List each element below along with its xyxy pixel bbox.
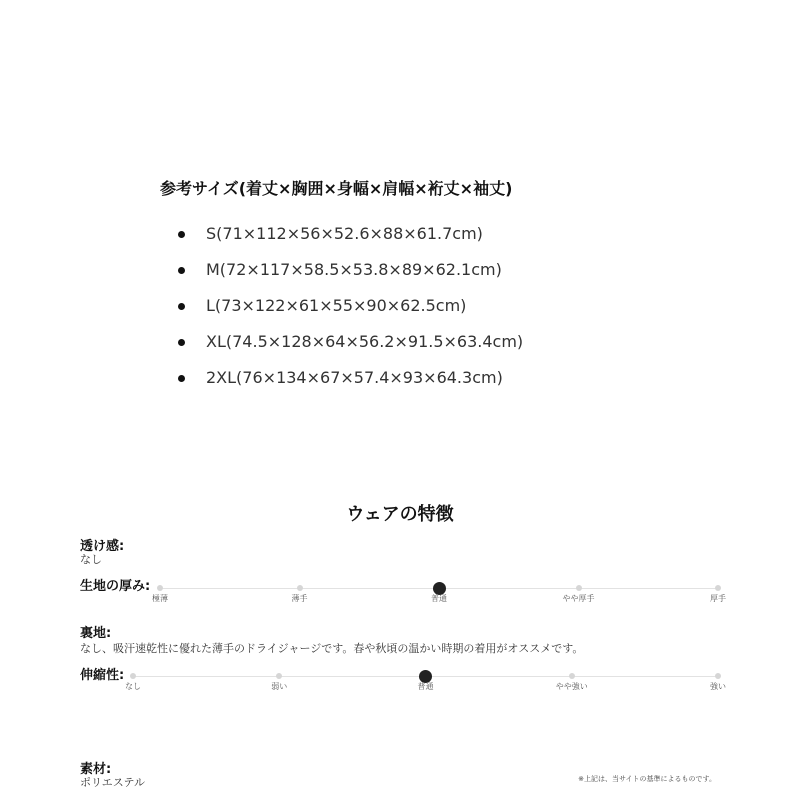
- transparency-value: なし: [80, 553, 102, 566]
- bullet-icon: [178, 231, 185, 238]
- stretch-tick-label: やや強い: [555, 682, 588, 691]
- stretch-tick-label: 普通: [417, 682, 434, 691]
- size-item-2xl: [178, 364, 523, 400]
- thickness-tick-label: やや厚手: [562, 594, 595, 603]
- size-item-xl: [178, 328, 523, 364]
- stretch-tick-label: 弱い: [271, 682, 288, 691]
- thickness-tick-label: 薄手: [291, 594, 308, 603]
- size-reference-heading: 参考サイズ(着丈×胸囲×身幅×肩幅×裄丈×袖丈): [160, 179, 513, 198]
- size-item-s: [178, 220, 523, 256]
- bullet-icon: [178, 267, 185, 274]
- thickness-tick-label: 厚手: [710, 594, 726, 603]
- thickness-tick: [297, 585, 303, 591]
- size-item-text: S(71×112×56×52.6×88×61.7cm): [206, 224, 483, 243]
- material-label: 素材:: [80, 762, 112, 777]
- thickness-tick: [576, 585, 582, 591]
- stretch-tick: [276, 673, 282, 679]
- stretch-tick-label: なし: [125, 682, 141, 691]
- size-list: [178, 220, 523, 400]
- material-value: ポリエステル: [80, 776, 146, 789]
- thickness-tick-label: 普通: [431, 594, 447, 603]
- thickness-tick-label: 極薄: [152, 594, 168, 603]
- size-item-text: 2XL(76×134×67×57.4×93×64.3cm): [206, 368, 503, 387]
- lining-value: なし、吸汗速乾性に優れた薄手のドライジャージです。春や秋頃の温かい時期の着用がオススメです。: [80, 642, 584, 655]
- stretch-tick-label: 強い: [710, 682, 726, 691]
- features-title: ウェアの特徴: [346, 504, 454, 525]
- bullet-icon: [178, 375, 185, 382]
- thickness-label: 生地の厚み:: [80, 579, 151, 594]
- stretch-tick: [569, 673, 575, 679]
- thickness-tick: [715, 585, 721, 591]
- size-item-text: M(72×117×58.5×53.8×89×62.1cm): [206, 260, 502, 279]
- lining-label: 裏地:: [80, 626, 112, 641]
- size-item-text: XL(74.5×128×64×56.2×91.5×63.4cm): [206, 332, 524, 351]
- stretch-tick: [130, 673, 136, 679]
- thickness-tick: [157, 585, 163, 591]
- bullet-icon: [178, 303, 185, 310]
- bullet-icon: [178, 339, 185, 346]
- size-item-text: L(73×122×61×55×90×62.5cm): [206, 296, 467, 315]
- stretch-label: 伸縮性:: [80, 668, 125, 683]
- disclaimer-note: ※上記は、当サイトの基準によるものです。: [578, 775, 716, 783]
- size-item-m: [178, 256, 523, 292]
- transparency-label: 透け感:: [80, 539, 125, 554]
- stretch-tick: [715, 673, 721, 679]
- size-item-l: [178, 292, 523, 328]
